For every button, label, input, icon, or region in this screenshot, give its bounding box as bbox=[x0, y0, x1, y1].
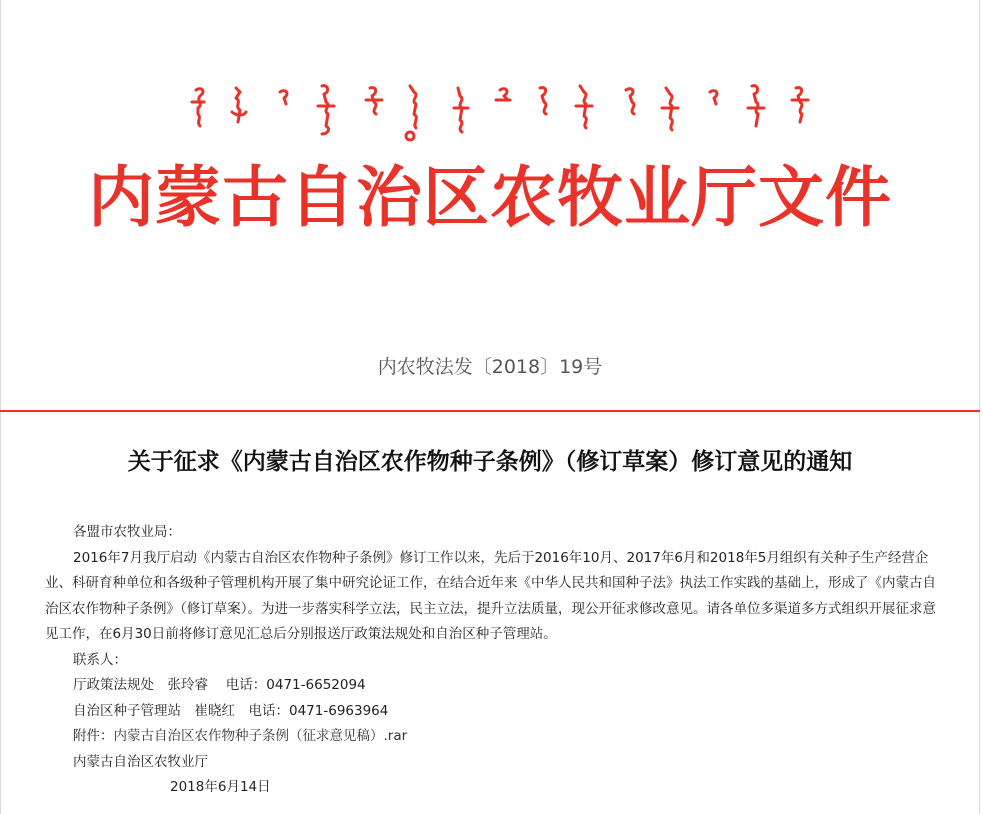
document-number: 内农牧法发〔2018〕19号 bbox=[377, 356, 603, 378]
attachment-line bbox=[45, 724, 940, 750]
contacts-label: 联系人： bbox=[73, 651, 127, 668]
notice-title: 关于征求《内蒙古自治区农作物种子条例》（修订草案）修订意见的通知 bbox=[127, 449, 853, 475]
main-paragraph: 2016年7月我厅启动《内蒙古自治区农作物种子条例》修订工作以来，先后于2016年10月、2017年6月和2018年5月组织有关种子生产经营企业、科研育种单位和各级种子管理机构开展了集中研究论证工作，在结合近年来《中华人民共和国种子法》执法工作实践的基础上，形成了《内蒙古自治区农作物种子条例》（修订草案）。为进一步落实科学立法，民主立法，提升立法质量，现公开征求修改意见。请各单位多渠道多方式组织开展征求意见工作，在6月30日前将修订意见汇总后分别报送厅政策法规处和自治区种子管理站。 bbox=[45, 549, 936, 642]
mongolian-script-title bbox=[0, 78, 980, 148]
agency-title: 内蒙古自治区农牧业厅文件 bbox=[88, 159, 892, 236]
contact-policy-office: 厅政策法规处 张玲睿 电话：0471-6652094 bbox=[73, 677, 366, 693]
attachment-label: 附件： bbox=[73, 728, 114, 744]
notice-body bbox=[45, 520, 940, 801]
signature: 内蒙古自治区农牧业厅 bbox=[73, 753, 208, 770]
header-divider-rule bbox=[0, 410, 980, 412]
salutation: 各盟市农牧业局： bbox=[73, 524, 181, 540]
mongolian-script-graphic bbox=[0, 78, 980, 148]
attachment-download-link[interactable]: 内蒙古自治区农作物种子条例（征求意见稿）.rar bbox=[113, 728, 408, 744]
contact-seed-station: 自治区种子管理站 崔晓红 电话：0471-6963964 bbox=[73, 702, 389, 719]
issue-date: 2018年6月14日 bbox=[170, 779, 271, 795]
